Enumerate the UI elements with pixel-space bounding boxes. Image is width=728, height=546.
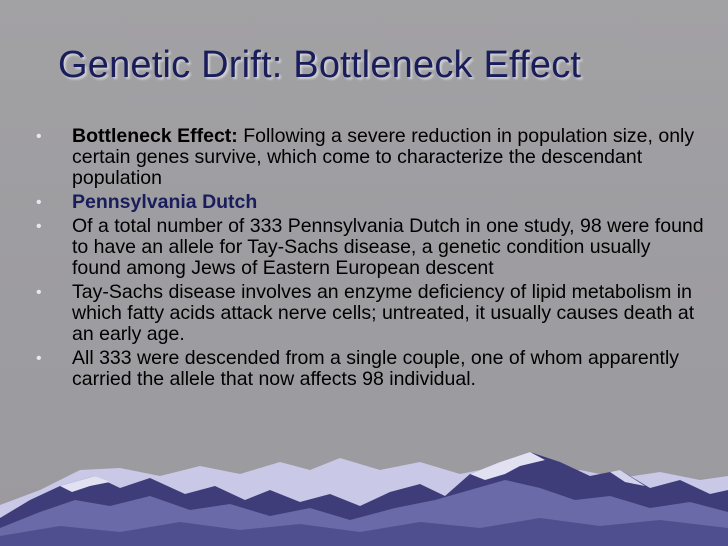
bullet-dot-icon: • — [36, 350, 42, 367]
mountain-back-shape — [0, 458, 728, 546]
bullet-bold-text: Pennsylvania Dutch — [72, 191, 258, 213]
mountain-foothill-shape — [0, 518, 728, 546]
bullet-dot-icon: • — [36, 284, 42, 301]
bullet-item — [34, 282, 704, 345]
mountain-main-shape — [0, 452, 728, 546]
bullet-item — [34, 126, 704, 189]
bullet-text: All 333 were descended from a single couple, one of whom apparently carried the allele that now affects 98 individual. — [72, 347, 680, 390]
bullet-item — [34, 348, 704, 390]
slide-title: Genetic Drift: Bottleneck Effect — [58, 44, 582, 86]
mountain-snow-shape — [60, 476, 110, 492]
bullet-item — [34, 192, 704, 213]
bullet-item — [34, 216, 704, 279]
bullet-dot-icon: • — [36, 128, 42, 145]
mountain-snow-shape — [470, 452, 545, 480]
mountain-shade-shape — [0, 480, 728, 546]
mountain-snow-shape — [610, 470, 645, 486]
bullet-bold-text: Bottleneck Effect: — [72, 125, 238, 147]
bullet-list — [34, 126, 704, 393]
bullet-dot-icon: • — [36, 218, 42, 235]
bullet-dot-icon: • — [36, 194, 42, 211]
bullet-text: Following a severe reduction in population size, only certain genes survive, which come to characterize the descendant population — [72, 125, 695, 189]
bullet-text: Tay-Sachs disease involves an enzyme deficiency of lipid metabolism in which fatty acids attack nerve cells; untreated, it usually causes death at an early age. — [72, 281, 695, 345]
bullet-text: Of a total number of 333 Pennsylvania Dutch in one study, 98 were found to have an allele for Tay-Sachs disease, a genetic condition usually found among Jews of Eastern European descent — [72, 215, 704, 279]
